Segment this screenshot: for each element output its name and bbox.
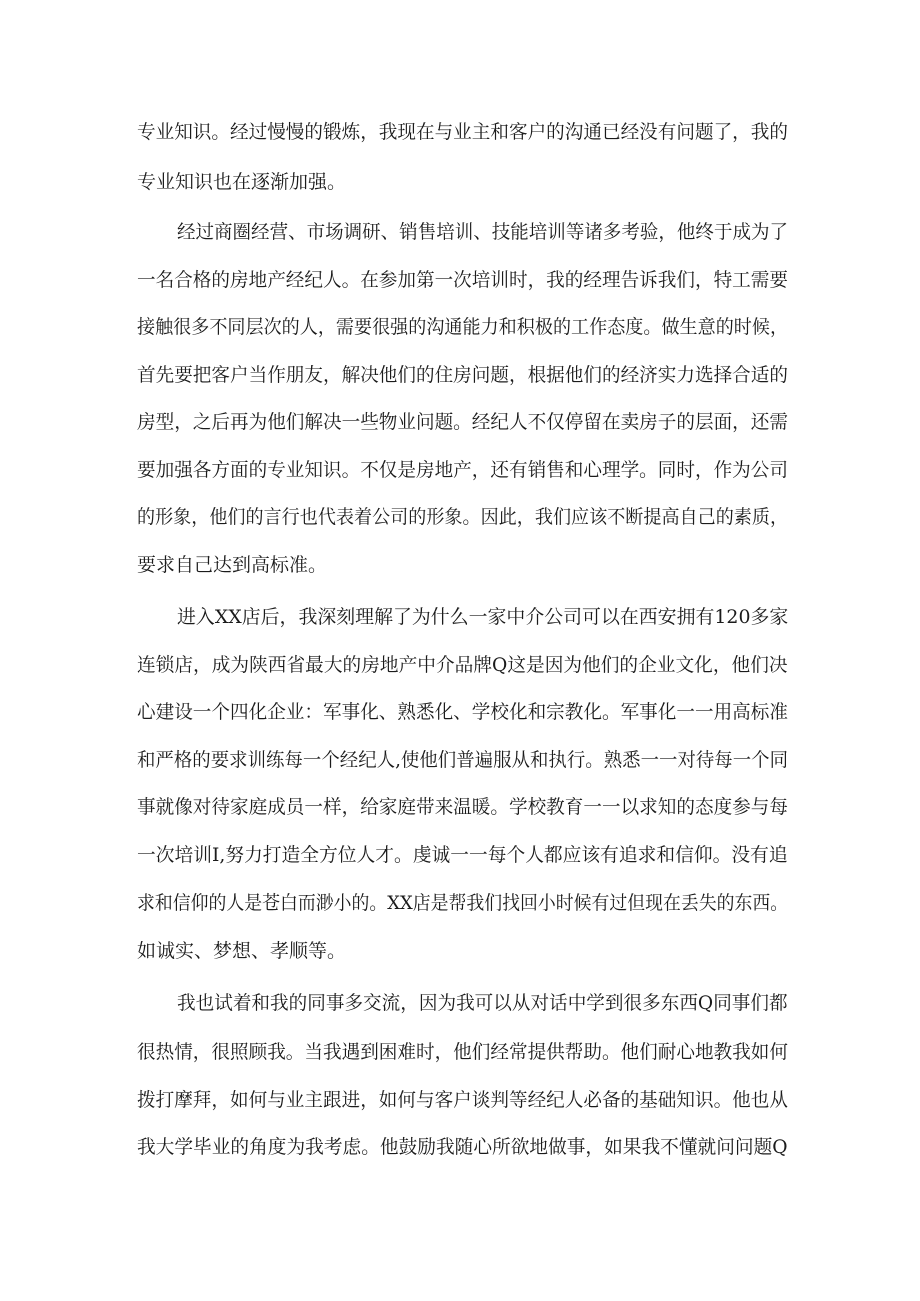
line-text: 我也试着和我的同事多交流，因为我可以从对话中学到很多东西Q同事们都 [177, 992, 788, 1014]
line-text: 经过商圈经营、市场调研、销售培训、技能培训等诸多考验，他终于成为了 [177, 221, 789, 243]
line-text: 的形象，他们的言行也代表着公司的形象。因此，我们应该不断提高自己的素质， [137, 506, 789, 528]
text-line [0, 983, 920, 1023]
text-line [0, 402, 920, 442]
text-line [0, 835, 920, 875]
text-line [0, 212, 920, 252]
text-line [0, 1127, 920, 1167]
line-text: 事就像对待家庭成员一样，给家庭带来温暖。学校教育一一以求知的态度参与每 [137, 796, 788, 818]
text-line [0, 597, 920, 637]
line-text: 一次培训I,努力打造全方位人才。虔诚一一每个人都应该有追求和信仰。没有追 [137, 844, 788, 866]
line-text: 要求自己达到高标准。 [137, 554, 328, 576]
line-text: 专业知识。经过慢慢的锻炼，我现在与业主和客户的沟通已经没有问题了，我的 [137, 121, 788, 143]
line-text: 拨打摩拜，如何与业主跟进，如何与客户谈判等经纪人必备的基础知识。他也从 [137, 1089, 788, 1111]
line-text: 一名合格的房地产经纪人。在参加第一次培训时，我的经理告诉我们，特工需要 [137, 269, 788, 291]
text-line [0, 931, 920, 971]
text-line [0, 692, 920, 732]
text-line [0, 645, 920, 685]
text-line [0, 355, 920, 395]
text-line [0, 883, 920, 923]
line-text: 房型，之后再为他们解决一些物业问题。经纪人不仅停留在卖房子的层面，还需 [137, 411, 788, 433]
text-line [0, 450, 920, 490]
text-line [0, 260, 920, 300]
text-line [0, 787, 920, 827]
line-text: 心建设一个四化企业：军事化、熟悉化、学校化和宗教化。军事化一一用高标准 [137, 701, 788, 723]
line-text: 连锁店，成为陕西省最大的房地产中介品牌Q这是因为他们的企业文化，他们决 [137, 654, 788, 676]
line-text: 进入XX店后，我深刻理解了为什么一家中介公司可以在西安拥有120多家 [177, 606, 789, 628]
text-line [0, 112, 920, 152]
text-line [0, 1032, 920, 1072]
line-text: 接触很多不同层次的人，需要很强的沟通能力和积极的工作态度。做生意的时候， [137, 316, 789, 338]
line-text: 和严格的要求训练每一个经纪人,使他们普遍服从和执行。熟悉一一对待每一个同 [137, 749, 789, 771]
text-line [0, 162, 920, 202]
line-text: 求和信仰的人是苍白而渺小的。XX店是帮我们找回小时候有过但现在丢失的东西。 [137, 892, 789, 914]
text-line [0, 545, 920, 585]
line-text: 我大学毕业的角度为我考虑。他鼓励我随心所欲地做事，如果我不懂就问问题Q [137, 1136, 788, 1158]
line-text: 要加强各方面的专业知识。不仅是房地产，还有销售和心理学。同时，作为公司 [137, 459, 788, 481]
text-line [0, 497, 920, 537]
text-line [0, 307, 920, 347]
line-text: 首先要把客户当作朋友，解决他们的住房问题，根据他们的经济实力选择合适的 [137, 364, 788, 386]
line-text: 如诚实、梦想、孝顺等。 [137, 940, 347, 962]
text-line [0, 740, 920, 780]
line-text: 很热情，很照顾我。当我遇到困难时，他们经常提供帮助。他们耐心地教我如何 [137, 1041, 788, 1063]
line-text: 专业知识也在逐渐加强。 [137, 171, 347, 193]
text-line [0, 1080, 920, 1120]
